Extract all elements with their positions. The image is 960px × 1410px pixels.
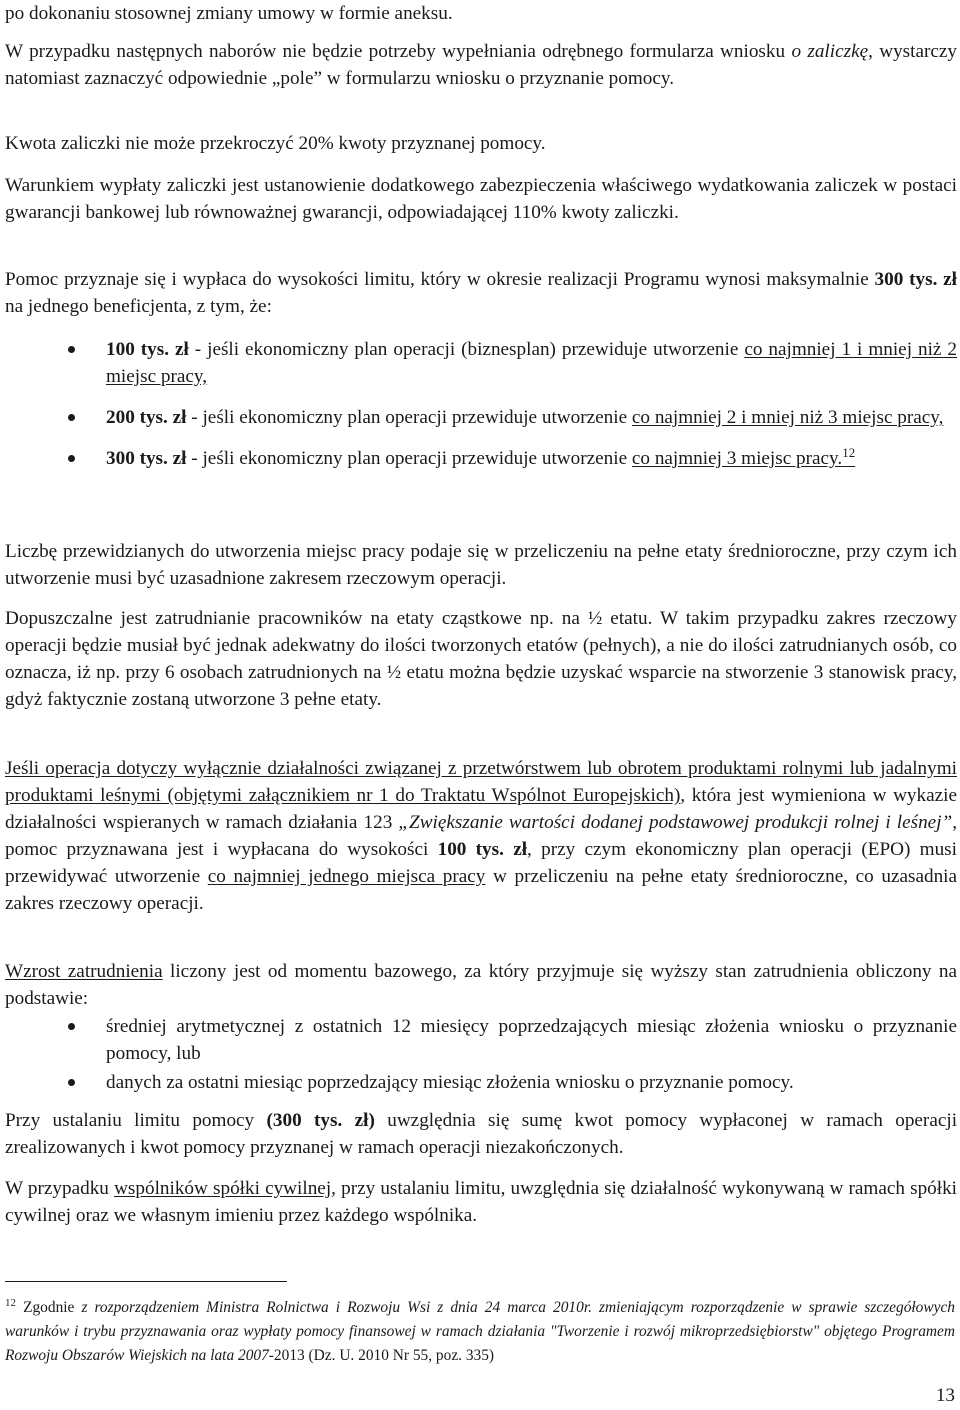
paragraph-aid-limit xyxy=(5,266,957,320)
limit-jobs: co najmniej 1 i mniej niż 2 miejsc pracy, xyxy=(106,339,957,387)
list-item-text: danych za ostatni miesiąc poprzedzający miesiąc złożenia wniosku o przyznanie pomocy. xyxy=(106,1072,794,1093)
paragraph-text: , przy ustalaniu limitu, uwzględnia się działalność wykonywaną w ramach spółki cywilnej oraz we własnym imieniu przez każdego wspólnika. xyxy=(5,1178,958,1226)
limits-list xyxy=(0,336,960,486)
paragraph-text: w przeliczeniu na pełne etaty średnioroczne, co uzasadnia zakres rzeczowy operacji. xyxy=(5,866,958,914)
paragraph-text: Pomoc przyznaje się i wypłaca do wysokości limitu, który w okresie realizacji Programu wynosi maksymalnie xyxy=(5,269,869,290)
paragraph-part-time xyxy=(5,605,957,713)
paragraph-text: , która jest wymieniona w wykazie działalności wspieranych w ramach działania 123 xyxy=(5,785,957,833)
paragraph-employment-growth xyxy=(5,958,957,1012)
paragraph-text: W przypadku następnych naborów nie będzie potrzeby wypełniania odrębnego formularza wniosku xyxy=(5,41,786,62)
paragraph-text: Warunkiem wypłaty zaliczki jest ustanowienie dodatkowego zabezpieczenia właściwego wydatkowania zaliczek w postaci gwarancji bankowej lub równoważnej gwarancji, odpowiadającej 110% kwoty zaliczki. xyxy=(5,175,957,223)
paragraph-text: uwzględnia się sumę kwot pomocy wypłaconej w ramach operacji zrealizowanych i kwot pomocy przyznanej w ramach operacji niezakończonych. xyxy=(5,1110,958,1158)
list-item xyxy=(0,445,960,472)
italic-text: „Zwiększanie wartości dodanej podstawowej produkcji rolnej i leśnej” xyxy=(398,812,953,833)
list-item xyxy=(0,336,960,390)
paragraph-text: , pomoc przyznawana jest i wypłacana do wysokości xyxy=(5,812,957,860)
list-item xyxy=(0,1013,960,1067)
paragraph-text: , wystarczy natomiast zaznaczyć odpowiednie „pole” w formularzu wniosku o przyznanie pomocy. xyxy=(5,41,958,89)
paragraph-text: Liczbę przewidzianych do utworzenia miejsc pracy podaje się w przeliczeniu na pełne etaty średnioroczne, przy czym ich utworzenie musi być uzasadnione zakresem rzeczowym operacji. xyxy=(5,541,957,589)
paragraph-text: W przypadku xyxy=(5,1178,109,1199)
basis-list xyxy=(0,1013,960,1096)
paragraph-text: po dokonaniu stosownej zmiany umowy w formie aneksu. xyxy=(5,3,453,24)
limit-amount: 300 tys. zł xyxy=(106,448,187,469)
paragraph-text: Kwota zaliczki nie może przekroczyć 20% kwoty przyznanej pomocy. xyxy=(5,133,546,154)
footnote-text: Zgodnie xyxy=(23,1299,75,1316)
underlined-text: Wzrost zatrudnienia xyxy=(5,961,163,982)
paragraph-advance-condition xyxy=(5,172,957,226)
page-number: 13 xyxy=(935,1385,955,1406)
paragraph-text: na jednego beneficjenta, z tym, że: xyxy=(5,296,272,317)
paragraph-jobs-count xyxy=(5,538,957,592)
underlined-text: wspólników spółki cywilnej xyxy=(114,1178,332,1199)
paragraph-partnership xyxy=(5,1175,957,1229)
limit-text: - jeśli ekonomiczny plan operacji przewiduje utworzenie xyxy=(186,407,632,428)
paragraph-amendment xyxy=(5,0,957,27)
italic-text: o zaliczkę xyxy=(791,41,869,62)
footnote-divider xyxy=(5,1281,287,1282)
footnote xyxy=(5,1296,955,1368)
limit-jobs: co najmniej 2 i mniej niż 3 miejsc pracy, xyxy=(631,407,944,428)
footnote-text: 2013 (Dz. U. 2010 Nr 55, poz. 335) xyxy=(273,1347,495,1364)
underlined-text: co najmniej jednego miejsca pracy xyxy=(207,866,486,887)
bold-text: 300 tys. zł xyxy=(874,269,957,290)
footnote-italic-text: z rozporządzeniem Ministra Rolnictwa i Rozwoju Wsi z dnia 24 marca 2010r. zmieniającym rozporządzenie w sprawie szczegółowych warunków i trybu przyznawania oraz wypłaty pomocy finansowej w ramach działania "Tworzenie i rozwój mikroprzedsiębiorstw" objętego Programem Rozwoju Obszarów Wiejskich na lata 2007- xyxy=(5,1299,956,1364)
bullet-icon xyxy=(68,455,75,462)
limit-text: - jeśli ekonomiczny plan operacji przewiduje utworzenie xyxy=(186,448,632,469)
bullet-icon xyxy=(68,1023,75,1030)
paragraph-text: , przy czym ekonomiczny plan operacji (EPO) musi przewidywać utworzenie xyxy=(5,839,957,887)
bullet-icon xyxy=(68,414,75,421)
list-item-text: średniej arytmetycznej z ostatnich 12 miesięcy poprzedzających miesiąc złożenia wniosku o przyznanie pomocy, lub xyxy=(106,1016,957,1064)
footnote-number: 12 xyxy=(5,1297,16,1309)
footnote-reference[interactable]: 12 xyxy=(842,445,856,460)
list-item xyxy=(0,404,960,431)
bullet-icon xyxy=(68,346,75,353)
paragraph-next-calls xyxy=(5,38,957,92)
limit-amount: 100 tys. zł xyxy=(106,339,189,360)
bullet-icon xyxy=(68,1079,75,1086)
limit-amount: 200 tys. zł xyxy=(106,407,187,428)
bold-text: 100 tys. zł xyxy=(437,839,528,860)
limit-jobs: co najmniej 3 miejsc pracy. xyxy=(631,448,843,469)
paragraph-text: Dopuszczalne jest zatrudnianie pracowników na etaty cząstkowe np. na ½ etatu. W takim przypadku zakres rzeczowy operacji będzie musiał być jednak adekwatny do ilości tworzonych etatów (pełnych), a nie do ilości zatrudnianych osób, co oznacza, iż np. przy 6 osobach zatrudnionych na ½ etatu można będzie uzyskać wsparcie na stworzenie 3 stanowisk pracy, gdyż faktycznie zostaną utworzone 3 pełne etaty. xyxy=(5,608,957,710)
underlined-text: Jeśli operacja dotyczy wyłącznie działalności związanej z przetwórstwem lub obrotem produktami rolnymi lub jadalnymi produktami leśnymi (objętymi załącznikiem nr 1 do Traktatu Wspólnot Europejskich) xyxy=(5,758,957,806)
paragraph-text: Przy ustalaniu limitu pomocy xyxy=(5,1110,255,1131)
bold-text: (300 tys. zł) xyxy=(266,1110,375,1131)
paragraph-text: liczony jest od momentu bazowego, za który przyjmuje się wyższy stan zatrudnienia obliczony na podstawie: xyxy=(5,961,958,1009)
paragraph-processing xyxy=(5,755,957,917)
limit-text: - jeśli ekonomiczny plan operacji (biznesplan) przewiduje utworzenie xyxy=(188,339,745,360)
paragraph-limit-calculation xyxy=(5,1107,957,1161)
list-item xyxy=(0,1069,960,1096)
paragraph-advance-limit xyxy=(5,130,957,157)
